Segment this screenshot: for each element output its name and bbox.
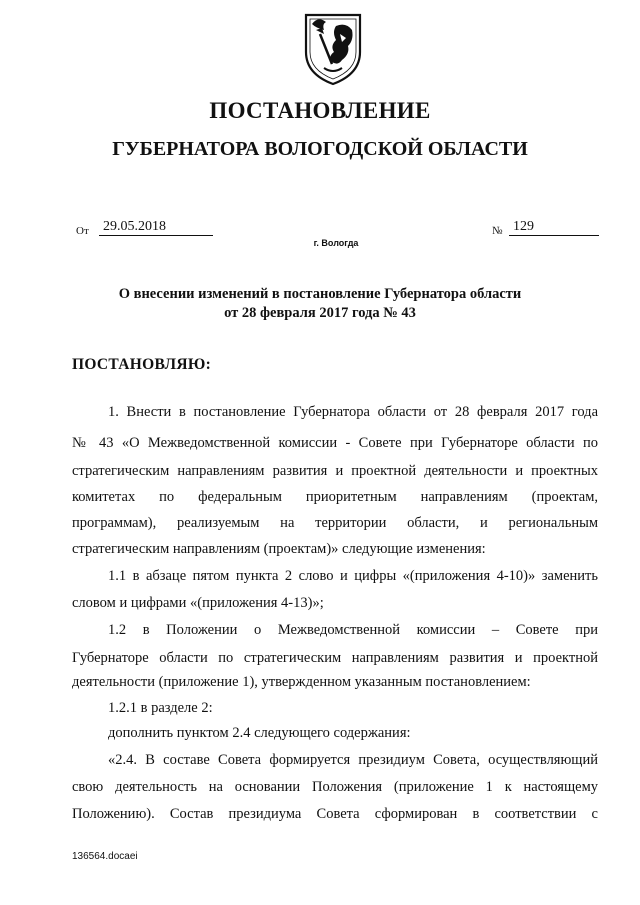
body-line: комитетах по федеральным приоритетным направлениям (проектам, <box>72 489 598 505</box>
date-value: 29.05.2018 <box>99 219 213 236</box>
subject-line: О внесении изменений в постановление Губернатора области <box>118 286 522 302</box>
number-value: 129 <box>509 219 599 236</box>
body-line: стратегическим направлениям развития и проектной деятельности и проектных <box>72 463 598 479</box>
file-name-footer: 136564.docaei <box>72 851 138 862</box>
body-line: словом и цифрами «(приложения 4-13)»; <box>72 595 324 611</box>
body-line: стратегическим направлениям (проектам)» следующие изменения: <box>72 541 486 557</box>
body-line: № 43 «О Межведомственной комиссии - Совете при Губернаторе области по <box>72 435 598 451</box>
body-line: свою деятельность на основании Положения (приложение 1 к настоящему <box>72 779 598 795</box>
body-line: 1.1 в абзаце пятом пункта 2 слово и цифры «(приложения 4-10)» заменить <box>108 568 598 584</box>
city-label: г. Вологда <box>313 238 359 248</box>
body-line: деятельности (приложение 1), утвержденном указанным постановлением: <box>72 674 531 690</box>
body-line: дополнить пунктом 2.4 следующего содержания: <box>108 725 411 741</box>
body-line: 1. Внести в постановление Губернатора области от 28 февраля 2017 года <box>108 404 598 420</box>
document-subject <box>0 285 640 323</box>
body-line: 1.2.1 в разделе 2: <box>108 700 213 716</box>
body-line: Положению). Состав президиума Совета сформирован в соответствии с <box>72 806 598 822</box>
subject-line: от 28 февраля 2017 года № 43 <box>224 305 416 321</box>
body-line: программам), реализуемым на территории области, и региональным <box>72 515 598 531</box>
coat-of-arms-emblem <box>302 12 364 86</box>
body-line: 1.2 в Положении о Межведомственной комиссии – Совете при <box>108 622 598 638</box>
date-label: От <box>76 225 89 237</box>
number-label: № <box>492 225 503 237</box>
body-line: Губернаторе области по стратегическим направлениям развития и проектной <box>72 650 598 666</box>
document-subtitle: ГУБЕРНАТОРА ВОЛОГОДСКОЙ ОБЛАСТИ <box>112 138 528 160</box>
body-line: «2.4. В составе Совета формируется президиум Совета, осуществляющий <box>108 752 598 768</box>
decree-heading: ПОСТАНОВЛЯЮ: <box>72 356 212 373</box>
document-title: ПОСТАНОВЛЕНИЕ <box>209 98 431 123</box>
